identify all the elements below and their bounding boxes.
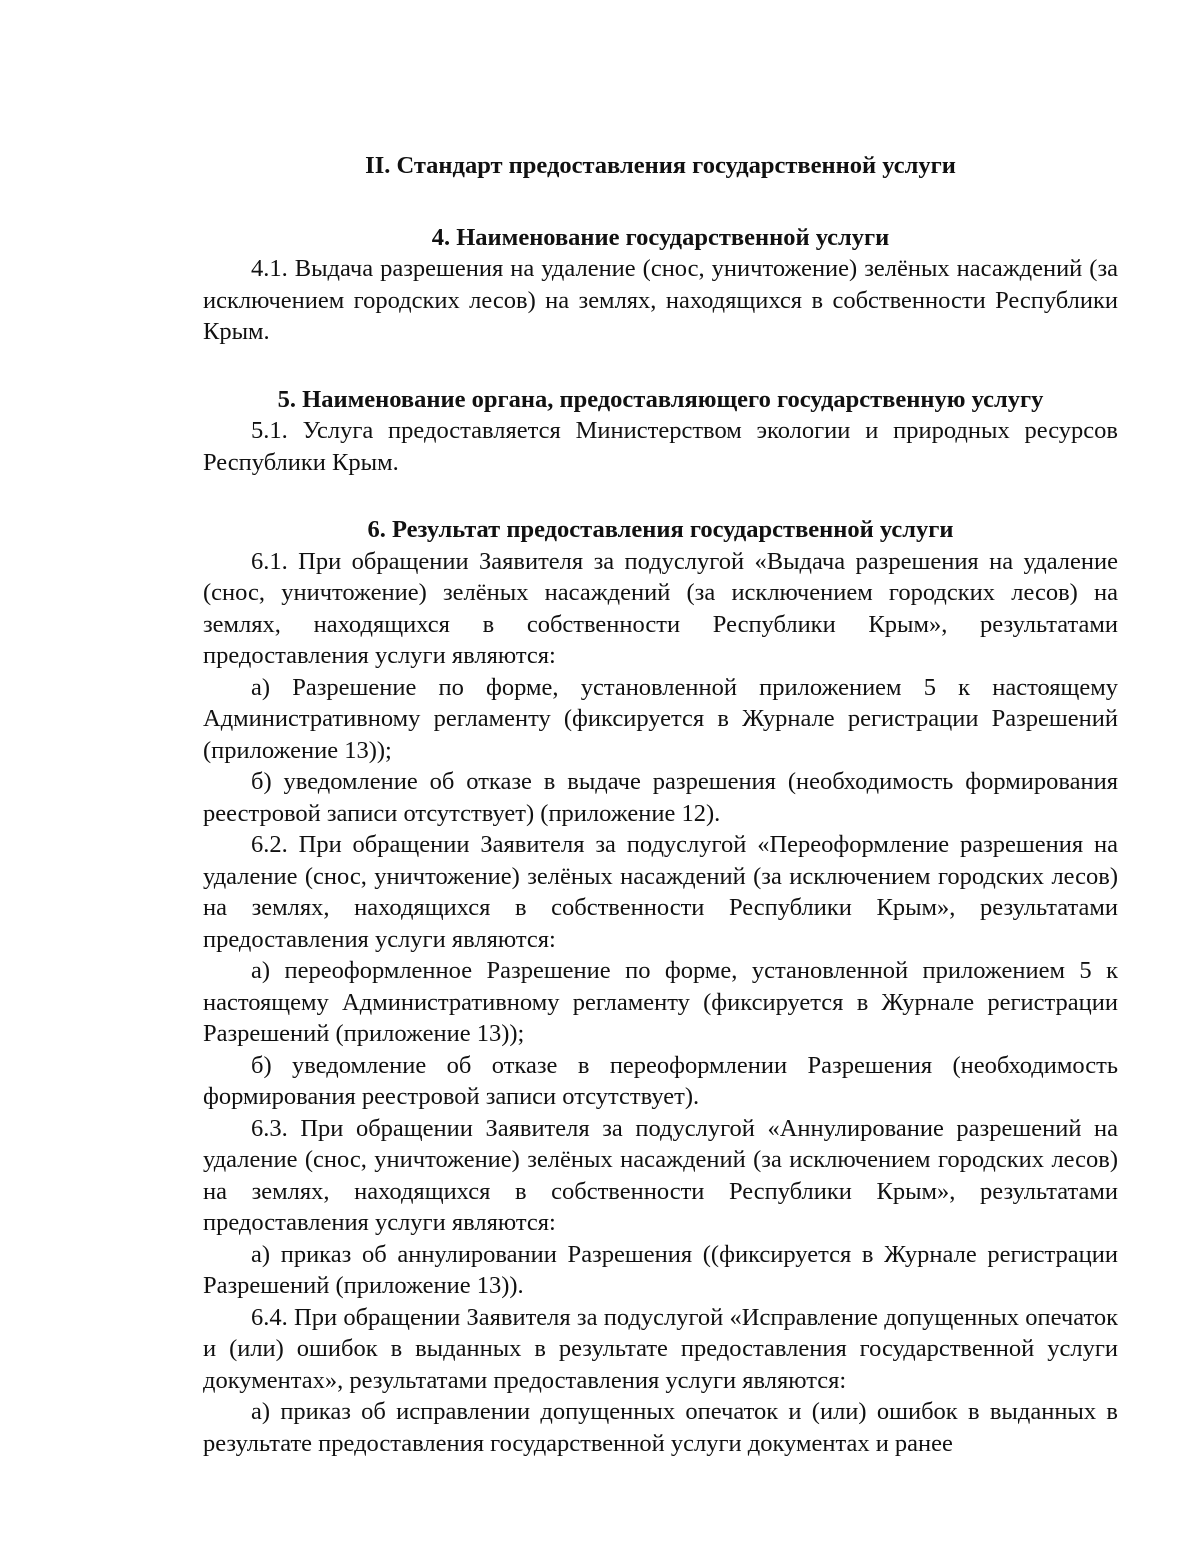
part-title: II. Стандарт предоставления государственной услуги xyxy=(365,152,956,179)
paragraph-6-1: 6.1. При обращении Заявителя за подуслугой «Выдача разрешения на удаление (снос, уничтожение) зелёных насаждений (за исключением городских лесов) на землях, находящихся в собственности Республики Крым», результатами предоставления услуги являются: xyxy=(203,547,1118,669)
paragraph-6-1-b: б) уведомление об отказе в выдаче разрешения (необходимость формирования реестровой записи отсутствует) (приложение 12). xyxy=(203,768,1118,827)
section-6-heading: 6. Результат предоставления государственной услуги xyxy=(367,516,954,543)
section-5-heading: 5. Наименование органа, предоставляющего государственную услугу xyxy=(277,385,1044,413)
section-4-heading: 4. Наименование государственной услуги xyxy=(431,223,890,251)
paragraph-5-1: 5.1. Услуга предоставляется Министерством экологии и природных ресурсов Республики Крым. xyxy=(203,417,1118,476)
paragraph-6-3-a: а) приказ об аннулировании Разрешения ((фиксируется в Журнале регистрации Разрешений (приложение 13)). xyxy=(203,1240,1118,1299)
paragraph-6-1-a: а) Разрешение по форме, установленной приложением 5 к настоящему Административному регламенту (фиксируется в Журнале регистрации Разрешений (приложение 13)); xyxy=(203,673,1118,764)
paragraph-6-2: 6.2. При обращении Заявителя за подуслугой «Переоформление разрешения на удаление (снос, уничтожение) зелёных насаждений (за исключением городских лесов) на землях, находящихся в собственности Республики Крым», результатами предоставления услуги являются: xyxy=(203,831,1118,953)
paragraph-6-3: 6.3. При обращении Заявителя за подуслугой «Аннулирование разрешений на удаление (снос, уничтожение) зелёных насаждений (за исключением городских лесов) на землях, находящихся в собственности Республики Крым», результатами предоставления услуги являются: xyxy=(203,1114,1118,1236)
paragraph-4-1: 4.1. Выдача разрешения на удаление (снос, уничтожение) зелёных насаждений (за исключением городских лесов) на землях, находящихся в собственности Республики Крым. xyxy=(203,255,1118,345)
paragraph-6-2-a: а) переоформленное Разрешение по форме, установленной приложением 5 к настоящему Административному регламенту (фиксируется в Журнале регистрации Разрешений (приложение 13)); xyxy=(203,957,1118,1047)
document-body xyxy=(203,150,1118,1459)
paragraph-6-2-b: б) уведомление об отказе в переоформлении Разрешения (необходимость формирования реестровой записи отсутствует). xyxy=(203,1051,1118,1110)
paragraph-6-4-a: а) приказ об исправлении допущенных опечаток и (или) ошибок в выданных в результате предоставления государственной услуги документах и ранее xyxy=(203,1398,1118,1457)
paragraph-6-4: 6.4. При обращении Заявителя за подуслугой «Исправление допущенных опечаток и (или) ошибок в выданных в результате предоставления государственной услуги документах», результатами предоставления услуги являются: xyxy=(203,1303,1118,1394)
